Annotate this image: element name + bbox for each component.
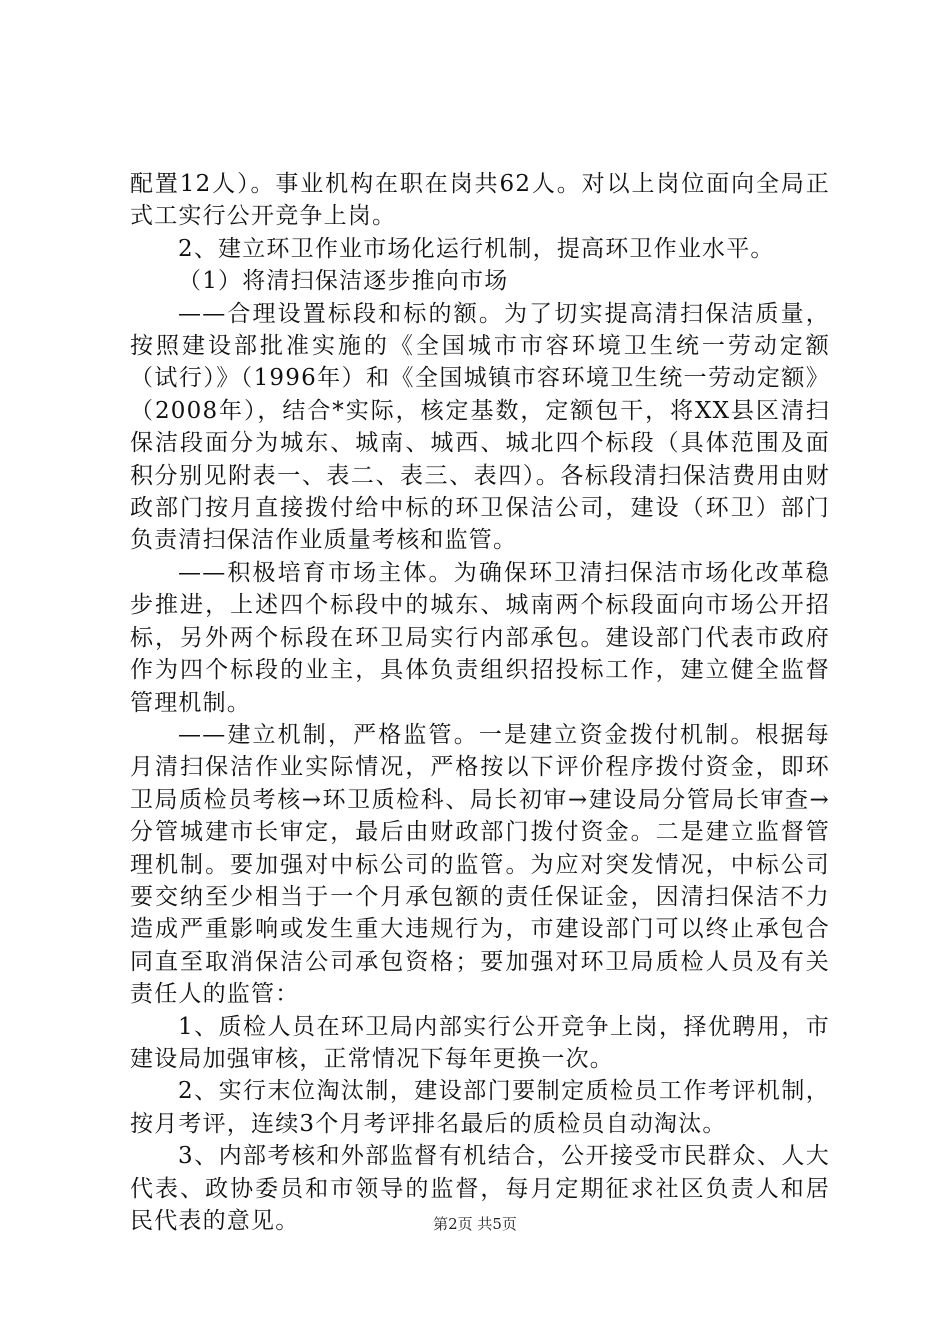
- paragraph-item-1: 1、质检人员在环卫局内部实行公开竞争上岗，择优聘用，市建设局加强审核，正常情况下每年更换一次。: [130, 1013, 830, 1072]
- paragraph-section-heading-2: 2、建立环卫作业市场化运行机制，提高环卫作业水平。: [178, 235, 775, 262]
- paragraph-item-2: 2、实行末位淘汰制，建设部门要制定质检员工作考评机制，按月考评，连续3个月考评排名最后的质检员自动淘汰。: [130, 1078, 830, 1137]
- document-body: [130, 168, 830, 1237]
- paragraph-subheading-1: （1）将清扫保洁逐步推向市场: [178, 268, 509, 295]
- paragraph-item-3: 3、内部考核和外部监督有机结合，公开接受市民群众、人大代表、政协委员和市领导的监督，每月定期征求社区负责人和居民代表的意见。: [130, 1143, 830, 1234]
- paragraph-bid-sections: ——合理设置标段和标的额。为了切实提高清扫保洁质量，按照建设部批准实施的《全国城市市容环境卫生统一劳动定额（试行）》（1996年）和《全国城镇市容环境卫生统一劳动定额》（2008年），结合*实际，核定基数，定额包干，将XX县区清扫保洁段面分为城东、城南、城西、城北四个标段（具体范围及面积分别见附表一、表二、表三、表四）。各标段清扫保洁费用由财政部门按月直接拨付给中标的环卫保洁公司，建设（环卫）部门负责清扫保洁作业质量考核和监管。: [130, 300, 830, 554]
- paragraph-market-entities: ——积极培育市场主体。为确保环卫清扫保洁市场化改革稳步推进，上述四个标段中的城东、城南两个标段面向市场公开招标，另外两个标段在环卫局实行内部承包。建设部门代表市政府作为四个标段的业主，具体负责组织招投标工作，建立健全监督管理机制。: [130, 559, 830, 716]
- page-number-footer: 第2页 共5页: [433, 1215, 517, 1233]
- paragraph-staffing-continuation: 配置12人）。事业机构在职在岗共62人。对以上岗位面向全局正式工实行公开竞争上岗。: [130, 171, 830, 230]
- paragraph-supervision-mechanism: ——建立机制，严格监管。一是建立资金拨付机制。根据每月清扫保洁作业实际情况，严格按以下评价程序拨付资金，即环卫局质检员考核→环卫质检科、局长初审→建设局分管局长审查→分管城建市长审定，最后由财政部门拨付资金。二是建立监督管理机制。要加强对中标公司的监管。为应对突发情况，中标公司要交纳至少相当于一个月承包额的责任保证金，因清扫保洁不力造成严重影响或发生重大违规行为，市建设部门可以终止承包合同直至取消保洁公司承包资格；要加强对环卫局质检人员及有关责任人的监管：: [130, 721, 830, 1008]
